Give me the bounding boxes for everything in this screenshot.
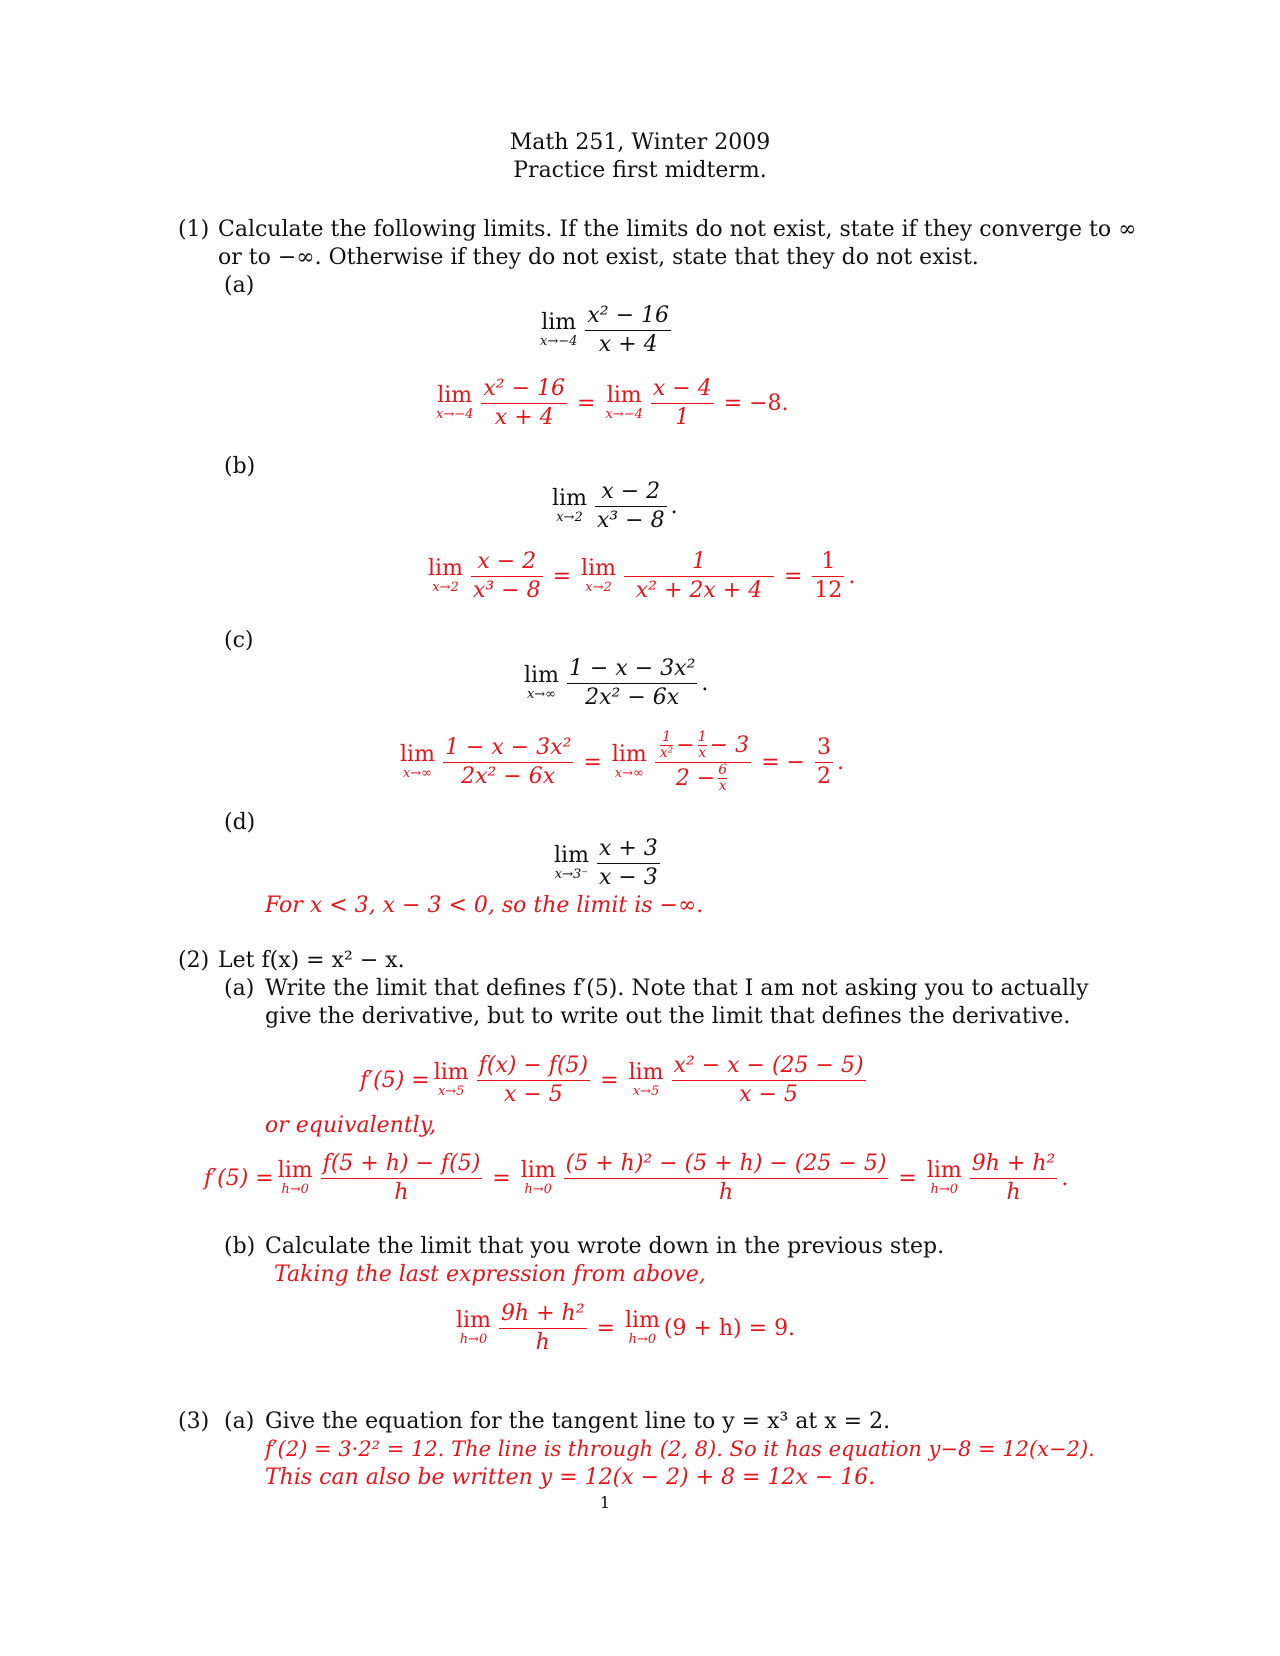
q1-text-line1: Calculate the following limits. If the limits do not exist, state if they converge to ∞ — [218, 217, 1137, 242]
q1b-label: (b) — [224, 454, 256, 479]
q2-intro: Let f(x) = x² − x. — [218, 948, 405, 973]
q1d-problem: lim x→3⁻ x + 3 x − 3 — [554, 836, 658, 890]
page-subtitle: Practice first midterm. — [513, 158, 767, 183]
page-number: 1 — [599, 1493, 611, 1512]
q3-number: (3) — [178, 1409, 210, 1434]
q1d-answer: For x < 3, x − 3 < 0, so the limit is −∞. — [265, 893, 704, 918]
q3a-answer-line1: f′(2) = 3·2² = 12. The line is through (2, 8). So it has equation y−8 = 12(x−2). — [265, 1437, 1095, 1461]
q3a-label: (a) — [224, 1409, 255, 1434]
q2a-answer-1: f′(5) = lim x→5 $\frac{f(x) - f(5)}{x - 5}$ = lim x→5 x² − x − (25 − 5) x − 5 — [360, 1053, 864, 1107]
q3a-answer-line2: This can also be written y = 12(x − 2) + 8 = 12x − 16. — [265, 1465, 876, 1490]
q1d-label: (d) — [224, 810, 256, 835]
q2-number: (2) — [178, 948, 210, 973]
q1c-label: (c) — [224, 628, 254, 653]
q1-text-line2: or to −∞. Otherwise if they do not exist, state that they do not exist. — [218, 245, 979, 270]
q1-number: (1) — [178, 217, 210, 242]
q1b-answer: lim x→2 $\frac{x - 2}{\text{x³ − 8}}$ = lim x→2 $\frac{1}{\text{x² + 2x + 4}}$ = $\frac{1}{12}$ . — [428, 549, 856, 603]
or-equivalently: or equivalently, — [265, 1113, 437, 1138]
q2b-label: (b) — [224, 1234, 256, 1259]
q2b-answer-intro: Taking the last expression from above, — [274, 1262, 706, 1287]
q2b-answer: lim h→0 $\frac{\text{9h + h²}}{h}$ = lim h→0 (9 + h) = 9. — [456, 1301, 796, 1355]
q1a-label: (a) — [224, 273, 255, 298]
page-title: Math 251, Winter 2009 — [509, 130, 771, 155]
q1c-problem: lim x→∞ 1 − x − 3x² 2x² − 6x . — [524, 656, 709, 710]
q2a-text-line2: give the derivative, but to write out the limit that defines the derivative. — [265, 1004, 1071, 1029]
q2a-label: (a) — [224, 976, 255, 1001]
q1b-problem: lim x→2 x − 2 x³ − 8 . — [552, 479, 678, 533]
q2a-answer-2: f′(5) = lim h→0 $\frac{f(5 + h) - f(5)}{h}$ = lim h→0 $\frac{\text{(5 + h)² − (5 + h) − (25 − 5)}}{h}$ = lim h→0 9h + h² h . — [204, 1151, 1069, 1205]
q1a-problem: lim x→−4 x² − 16 x + 4 — [540, 303, 670, 357]
q2b-text: Calculate the limit that you wrote down in the previous step. — [265, 1234, 945, 1259]
q1c-answer: lim x→∞ $\frac{\text{1 − x − 3x²}}{\text{2x² − 6x}}$ = lim x→∞ $\frac{1}{\text{x²}}$ − $\frac{1}{x}$ − 3 2 − $\frac{6}{x}$ = − $\frac{3}{2}$ . — [400, 729, 844, 795]
q3a-text: Give the equation for the tangent line to y = x³ at x = 2. — [265, 1409, 891, 1434]
q2a-text-line1: Write the limit that defines f′(5). Note that I am not asking you to actually — [265, 976, 1089, 1001]
q1a-answer: lim x→−4 $\frac{\text{x² − 16}}{x + 4}$ = lim x→−4 $\frac{x - 4}{1}$ = −8. — [436, 376, 789, 430]
